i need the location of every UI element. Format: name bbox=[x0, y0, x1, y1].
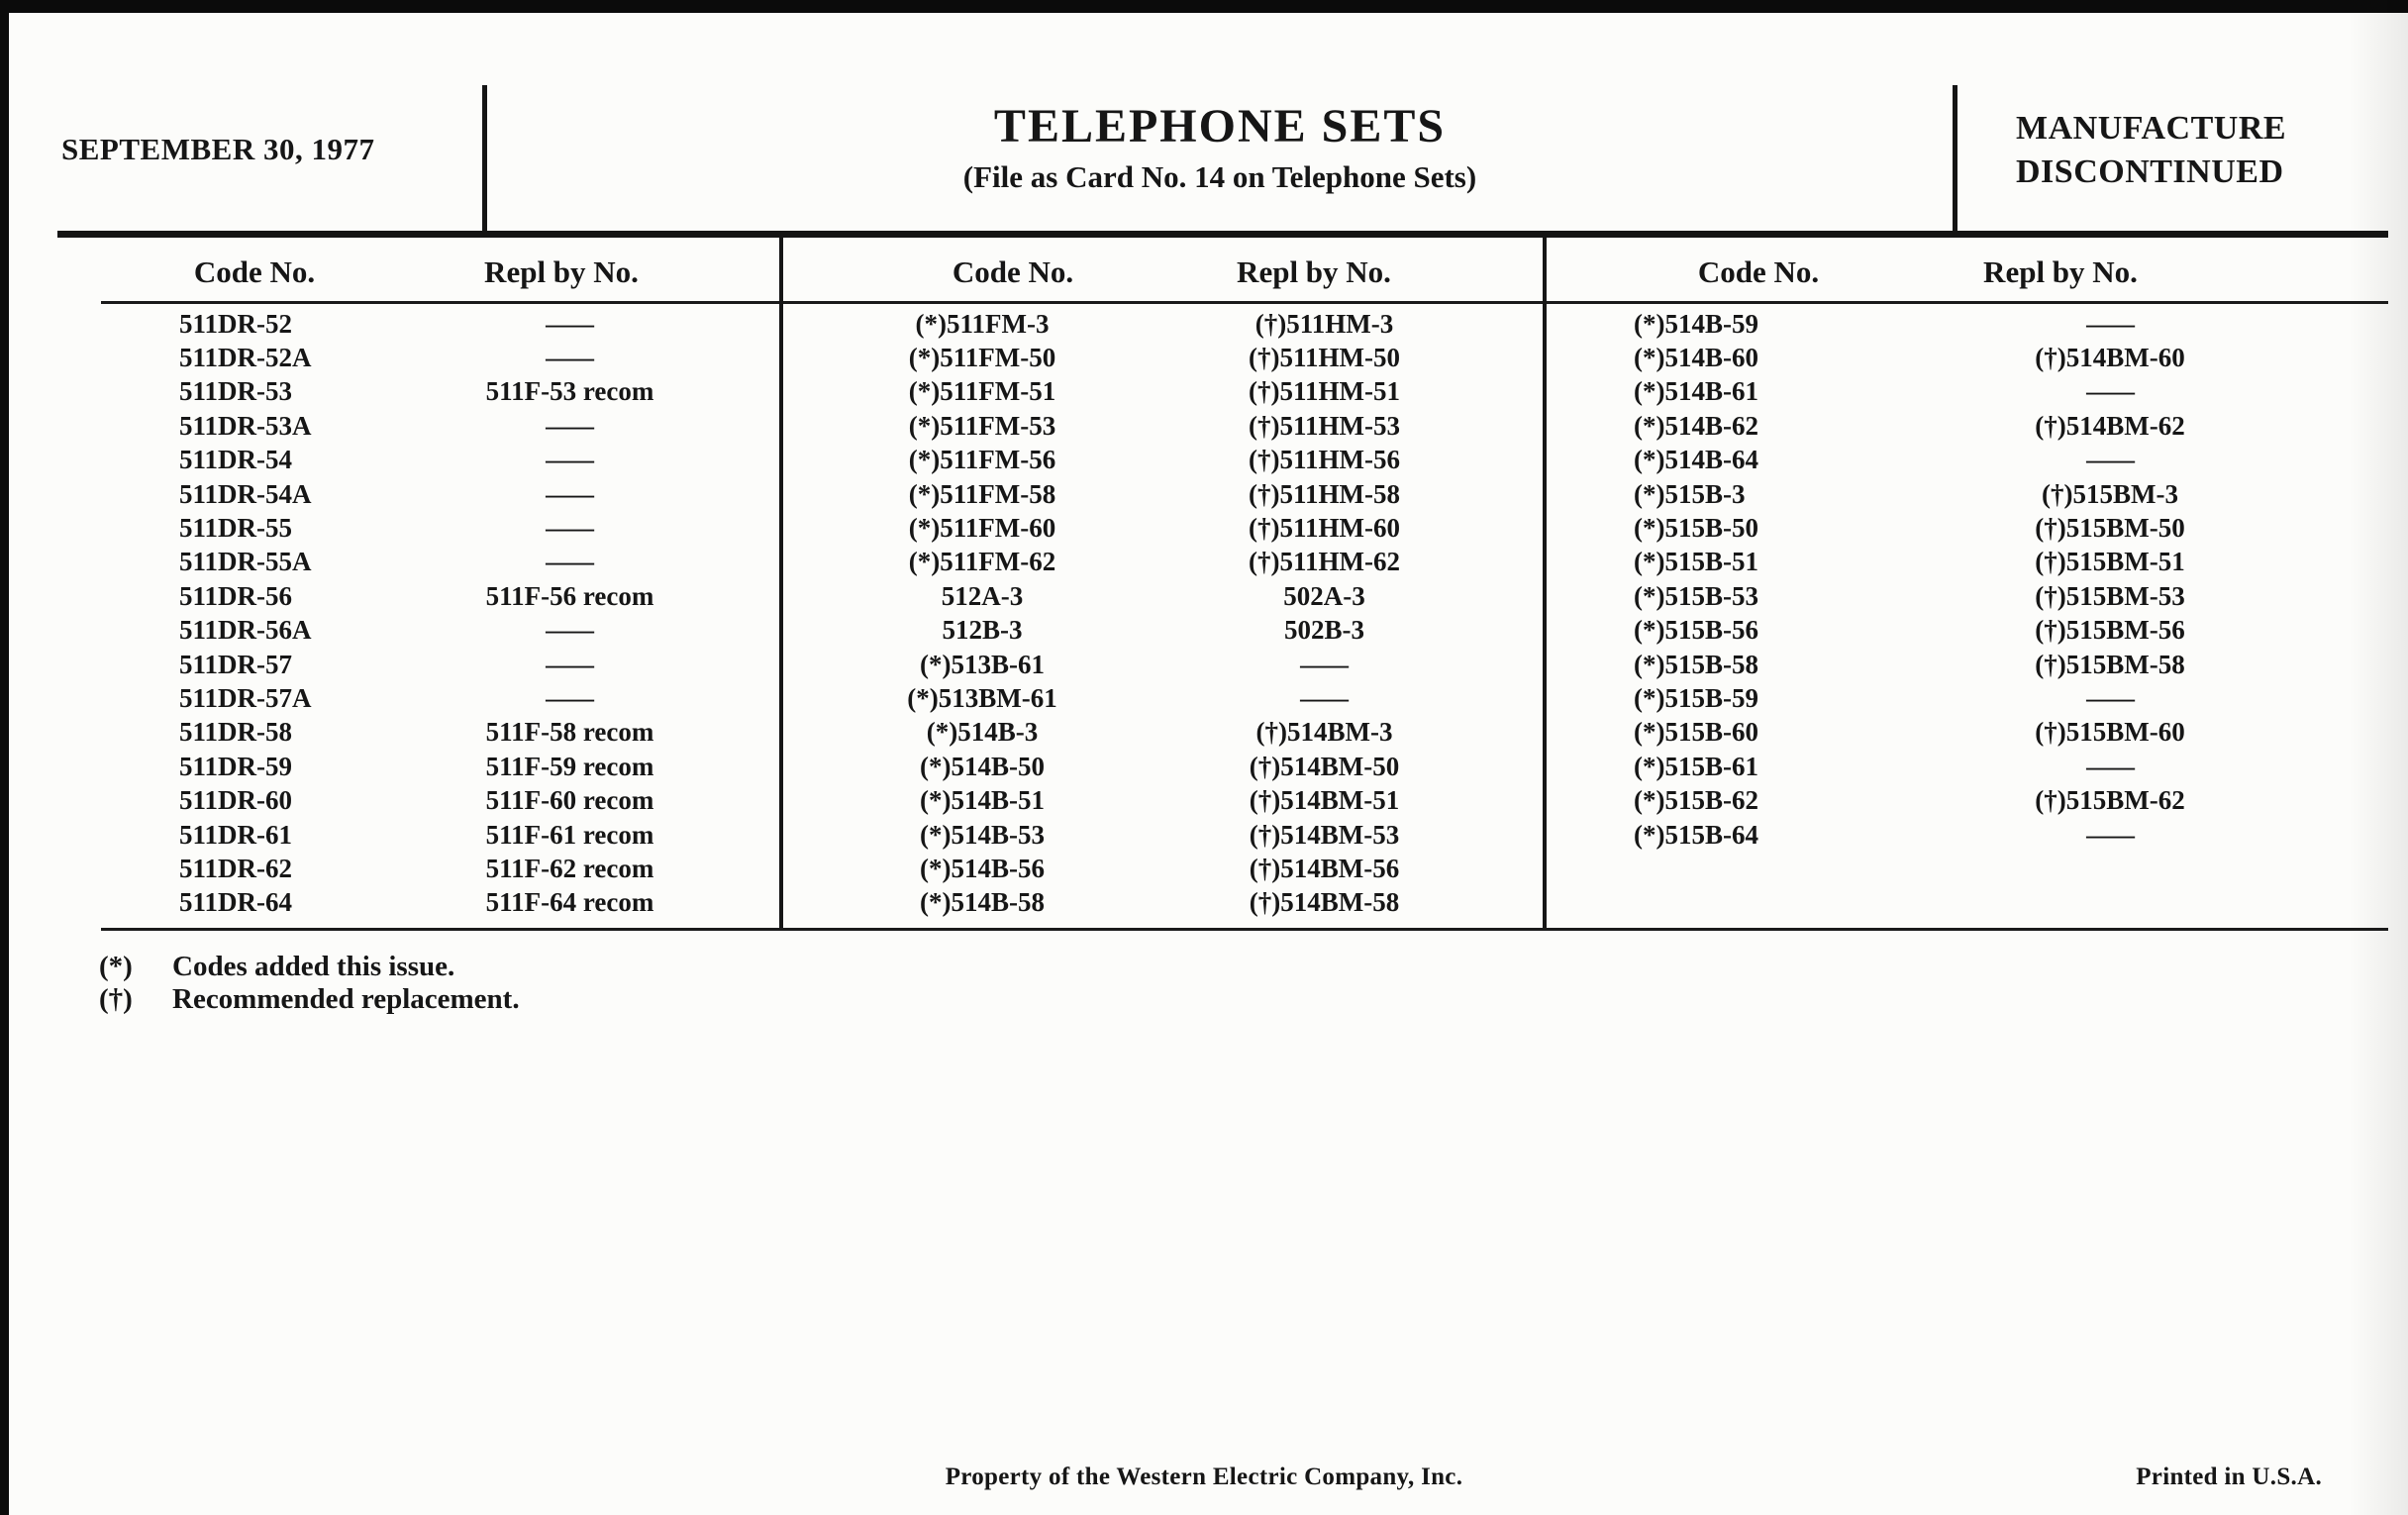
printed-in-usa: Printed in U.S.A. bbox=[2136, 1464, 2322, 1490]
code-cell: (*)515B-61 bbox=[1634, 751, 1758, 781]
code-cell: 511DR-57A bbox=[179, 682, 312, 713]
table-row bbox=[59, 886, 779, 920]
no-replacement-dash: — bbox=[546, 410, 594, 441]
code-cell: (*)514B-59 bbox=[1634, 308, 1758, 339]
code-cell: (*)514B-51 bbox=[920, 785, 1045, 816]
repl-cell: (†)511HM-50 bbox=[1249, 343, 1400, 373]
table-row bbox=[1543, 511, 2388, 545]
table-row bbox=[59, 546, 779, 579]
code-cell: (*)515B-64 bbox=[1634, 819, 1758, 850]
table-row bbox=[59, 716, 779, 750]
repl-cell: (†)514BM-62 bbox=[2035, 410, 2185, 441]
repl-cell: (†)511HM-51 bbox=[1249, 376, 1400, 407]
code-cell: (*)514B-50 bbox=[920, 751, 1045, 781]
scan-edge-top bbox=[0, 0, 2408, 13]
table-body bbox=[59, 307, 2388, 920]
code-cell: 511DR-56 bbox=[179, 580, 292, 611]
code-cell: 512A-3 bbox=[941, 580, 1024, 611]
table-row bbox=[779, 886, 1543, 920]
repl-cell: (†)515BM-60 bbox=[2035, 717, 2185, 748]
table-row bbox=[59, 648, 779, 681]
code-cell: 511DR-59 bbox=[179, 751, 292, 781]
code-cell: (*)515B-62 bbox=[1634, 785, 1758, 816]
table-row bbox=[779, 614, 1543, 648]
header-center bbox=[487, 99, 1953, 195]
table-row bbox=[779, 750, 1543, 783]
repl-cell: 511F-60 recom bbox=[485, 785, 654, 816]
no-replacement-dash: — bbox=[546, 343, 594, 373]
repl-cell bbox=[446, 445, 779, 475]
code-cell: (*)511FM-50 bbox=[908, 343, 1056, 373]
code-cell: (*)515B-50 bbox=[1634, 513, 1758, 544]
table-row bbox=[59, 409, 779, 443]
code-cell: (*)515B-53 bbox=[1634, 580, 1758, 611]
repl-cell bbox=[1939, 376, 2388, 407]
code-cell: (*)514B-62 bbox=[1634, 410, 1758, 441]
table-row bbox=[59, 818, 779, 852]
table-bottom-rule bbox=[101, 928, 2388, 931]
card-date: SEPTEMBER 30, 1977 bbox=[61, 132, 375, 166]
property-notice: Property of the Western Electric Company, Inc. bbox=[945, 1464, 1463, 1490]
table-row bbox=[779, 546, 1543, 579]
table-row bbox=[1543, 444, 2388, 477]
no-replacement-dash: — bbox=[1300, 682, 1349, 713]
repl-cell: (†)515BM-62 bbox=[2035, 785, 2185, 816]
repl-cell: (†)515BM-56 bbox=[2035, 615, 2185, 646]
repl-cell: (†)515BM-50 bbox=[2035, 513, 2185, 544]
repl-cell bbox=[446, 309, 779, 340]
table-row bbox=[1543, 716, 2388, 750]
footnote-codes-added bbox=[99, 951, 520, 983]
table-row bbox=[779, 375, 1543, 409]
code-cell: (*)511FM-51 bbox=[908, 376, 1056, 407]
table-row bbox=[59, 681, 779, 715]
table-row bbox=[59, 750, 779, 783]
table-row bbox=[1543, 648, 2388, 681]
table-row bbox=[59, 511, 779, 545]
table-row bbox=[1543, 579, 2388, 613]
code-cell: (*)515B-60 bbox=[1634, 717, 1758, 748]
table-row bbox=[59, 375, 779, 409]
repl-cell: 511F-58 recom bbox=[485, 717, 654, 748]
scan-edge-left bbox=[0, 0, 9, 1515]
repl-cell: (†)514BM-3 bbox=[1255, 717, 1393, 748]
no-replacement-dash: — bbox=[2085, 819, 2135, 850]
repl-cell bbox=[446, 513, 779, 544]
column-header-repl-2: Repl by No. bbox=[1237, 254, 1391, 289]
repl-cell bbox=[1939, 752, 2388, 782]
code-cell: 511DR-61 bbox=[179, 819, 292, 850]
repl-cell bbox=[446, 547, 779, 577]
table-row bbox=[1543, 750, 2388, 783]
table-group-2 bbox=[779, 307, 1543, 920]
no-replacement-dash: — bbox=[2085, 751, 2135, 781]
footnote-symbol: (*) bbox=[99, 951, 133, 982]
column-header-underline bbox=[101, 301, 2388, 304]
repl-cell bbox=[1185, 683, 1543, 714]
no-replacement-dash: — bbox=[546, 649, 594, 679]
column-header-code-1: Code No. bbox=[193, 254, 316, 289]
table-row bbox=[779, 783, 1543, 817]
code-cell: (*)515B-51 bbox=[1634, 547, 1758, 577]
code-cell: 511DR-58 bbox=[179, 717, 292, 748]
repl-cell: (†)515BM-58 bbox=[2035, 649, 2185, 679]
code-cell: 511DR-56A bbox=[179, 615, 312, 646]
table-row bbox=[1543, 546, 2388, 579]
code-cell: 511DR-54 bbox=[179, 445, 292, 475]
repl-cell: 511F-53 recom bbox=[485, 376, 654, 407]
table-row bbox=[779, 818, 1543, 852]
repl-cell: (†)515BM-53 bbox=[2035, 580, 2185, 611]
table-row bbox=[59, 341, 779, 374]
repl-cell: (†)514BM-51 bbox=[1249, 785, 1400, 816]
table-row bbox=[1543, 818, 2388, 852]
no-replacement-dash: — bbox=[1300, 649, 1349, 679]
code-cell: (*)514B-56 bbox=[920, 853, 1045, 883]
repl-cell: (†)511HM-53 bbox=[1249, 410, 1400, 441]
repl-cell: (†)514BM-60 bbox=[2035, 343, 2185, 373]
footnote-text: Recommended replacement. bbox=[172, 983, 520, 1015]
repl-cell: 511F-64 recom bbox=[485, 887, 654, 918]
code-cell: (*)514B-3 bbox=[926, 717, 1039, 748]
no-replacement-dash: — bbox=[2085, 682, 2135, 713]
code-cell: 511DR-62 bbox=[179, 853, 292, 883]
code-cell: 511DR-53A bbox=[179, 410, 312, 441]
repl-cell: (†)515BM-3 bbox=[2042, 478, 2178, 509]
code-cell: 512B-3 bbox=[942, 615, 1023, 646]
footnote-symbol: (†) bbox=[99, 983, 133, 1015]
code-cell: (*)514B-53 bbox=[920, 819, 1045, 850]
code-cell: (*)511FM-56 bbox=[908, 445, 1056, 475]
code-cell: 511DR-52 bbox=[179, 308, 292, 339]
page-subtitle: (File as Card No. 14 on Telephone Sets) bbox=[962, 159, 1477, 194]
code-cell: (*)514B-61 bbox=[1634, 376, 1758, 407]
code-cell: (*)514B-64 bbox=[1634, 445, 1758, 475]
repl-cell bbox=[1185, 650, 1543, 680]
repl-cell: (†)514BM-53 bbox=[1249, 819, 1400, 850]
no-replacement-dash: — bbox=[546, 478, 594, 509]
no-replacement-dash: — bbox=[546, 513, 594, 544]
table-row bbox=[59, 579, 779, 613]
repl-cell: 502B-3 bbox=[1284, 615, 1364, 646]
table-row bbox=[779, 477, 1543, 511]
code-cell: (*)515B-56 bbox=[1634, 615, 1758, 646]
code-cell: (*)511FM-60 bbox=[908, 513, 1056, 544]
no-replacement-dash: — bbox=[2085, 376, 2135, 407]
no-replacement-dash: — bbox=[546, 308, 594, 339]
repl-cell: (†)514BM-58 bbox=[1249, 887, 1400, 918]
code-cell: 511DR-52A bbox=[179, 343, 312, 373]
table-row bbox=[1543, 341, 2388, 374]
repl-cell bbox=[1939, 820, 2388, 851]
repl-cell: (†)511HM-56 bbox=[1249, 445, 1400, 475]
code-cell: (*)514B-60 bbox=[1634, 343, 1758, 373]
table-divider-1 bbox=[779, 238, 783, 931]
table-row bbox=[779, 307, 1543, 341]
footnotes bbox=[99, 951, 520, 1016]
repl-cell: 511F-56 recom bbox=[485, 580, 654, 611]
code-cell: 511DR-54A bbox=[179, 478, 312, 509]
column-header-repl-1: Repl by No. bbox=[484, 254, 639, 289]
table-row bbox=[59, 614, 779, 648]
table-row bbox=[779, 579, 1543, 613]
status-block bbox=[2016, 107, 2286, 194]
repl-cell: 511F-59 recom bbox=[485, 751, 654, 781]
code-cell: 511DR-64 bbox=[179, 887, 292, 918]
repl-cell: 511F-61 recom bbox=[485, 819, 654, 850]
column-header-repl-3: Repl by No. bbox=[1983, 254, 2138, 289]
table-row bbox=[779, 409, 1543, 443]
no-replacement-dash: — bbox=[2085, 308, 2135, 339]
status-line-2: DISCONTINUED bbox=[2016, 153, 2284, 190]
repl-cell bbox=[446, 411, 779, 442]
no-replacement-dash: — bbox=[546, 682, 594, 713]
repl-cell bbox=[1939, 445, 2388, 475]
table-row bbox=[779, 511, 1543, 545]
no-replacement-dash: — bbox=[546, 615, 594, 646]
header-rule bbox=[57, 231, 2388, 238]
table-row bbox=[1543, 614, 2388, 648]
table-row bbox=[59, 783, 779, 817]
table-row bbox=[779, 681, 1543, 715]
footnote-text: Codes added this issue. bbox=[172, 951, 455, 982]
table-row bbox=[1543, 307, 2388, 341]
code-cell: (*)511FM-62 bbox=[908, 547, 1056, 577]
no-replacement-dash: — bbox=[546, 547, 594, 577]
status-line-1: MANUFACTURE bbox=[2016, 110, 2287, 147]
code-cell: (*)511FM-3 bbox=[915, 308, 1050, 339]
table-group-1 bbox=[59, 307, 779, 920]
table-row bbox=[59, 477, 779, 511]
repl-cell bbox=[446, 683, 779, 714]
table-row bbox=[59, 444, 779, 477]
table-row bbox=[1543, 681, 2388, 715]
repl-cell bbox=[446, 650, 779, 680]
repl-cell: (†)514BM-50 bbox=[1249, 751, 1400, 781]
code-cell: (*)515B-3 bbox=[1634, 478, 1746, 509]
repl-cell bbox=[446, 615, 779, 646]
table-group-3 bbox=[1543, 307, 2388, 852]
column-header-code-2: Code No. bbox=[952, 254, 1074, 289]
header-divider-right bbox=[1953, 85, 1957, 233]
table-row bbox=[779, 852, 1543, 885]
no-replacement-dash: — bbox=[546, 445, 594, 475]
code-cell: (*)511FM-53 bbox=[908, 410, 1056, 441]
table-row bbox=[779, 648, 1543, 681]
table-row bbox=[779, 341, 1543, 374]
code-cell: 511DR-53 bbox=[179, 376, 292, 407]
code-cell: 511DR-55 bbox=[179, 513, 292, 544]
repl-cell: (†)514BM-56 bbox=[1249, 853, 1400, 883]
code-cell: 511DR-55A bbox=[179, 547, 312, 577]
code-cell: (*)515B-58 bbox=[1634, 649, 1758, 679]
repl-cell bbox=[446, 479, 779, 510]
repl-cell bbox=[446, 343, 779, 373]
table-row bbox=[59, 852, 779, 885]
repl-cell: (†)511HM-60 bbox=[1249, 513, 1400, 544]
code-cell: (*)513B-61 bbox=[920, 649, 1045, 679]
table-row bbox=[1543, 375, 2388, 409]
table-row bbox=[1543, 409, 2388, 443]
repl-cell: (†)511HM-3 bbox=[1254, 308, 1394, 339]
table-row bbox=[1543, 477, 2388, 511]
repl-cell: 502A-3 bbox=[1283, 580, 1365, 611]
code-cell: 511DR-57 bbox=[179, 649, 292, 679]
code-cell: (*)511FM-58 bbox=[908, 478, 1056, 509]
table-row bbox=[59, 307, 779, 341]
repl-cell bbox=[1939, 683, 2388, 714]
repl-cell: (†)511HM-58 bbox=[1249, 478, 1400, 509]
table-row bbox=[1543, 783, 2388, 817]
footnote-recommended-replacement bbox=[99, 983, 520, 1016]
code-cell: 511DR-60 bbox=[179, 785, 292, 816]
column-header-code-3: Code No. bbox=[1697, 254, 1820, 289]
repl-cell: 511F-62 recom bbox=[485, 853, 654, 883]
table-row bbox=[779, 444, 1543, 477]
repl-cell: (†)511HM-62 bbox=[1249, 547, 1400, 577]
table-divider-2 bbox=[1543, 238, 1547, 931]
repl-cell: (†)515BM-51 bbox=[2035, 547, 2185, 577]
codes-table bbox=[59, 238, 2388, 931]
code-cell: (*)515B-59 bbox=[1634, 682, 1758, 713]
repl-cell bbox=[1939, 309, 2388, 340]
no-replacement-dash: — bbox=[2085, 445, 2135, 475]
table-row bbox=[779, 716, 1543, 750]
code-cell: (*)514B-58 bbox=[920, 887, 1045, 918]
code-cell: (*)513BM-61 bbox=[907, 682, 1057, 713]
page-title: TELEPHONE SETS bbox=[993, 100, 1447, 152]
